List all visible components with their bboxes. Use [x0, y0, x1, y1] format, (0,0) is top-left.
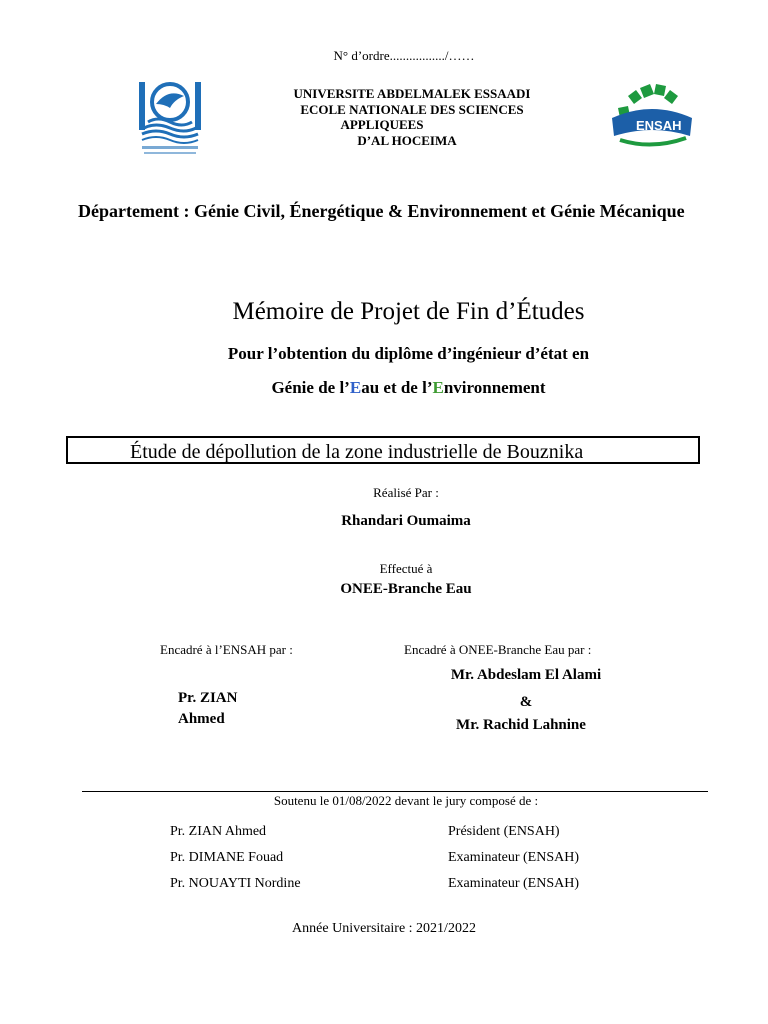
ensah-logo [606, 80, 698, 156]
jury-member-role: Examinateur (ENSAH) [448, 850, 580, 865]
jury-member-name: Pr. DIMANE Fouad [170, 850, 284, 865]
obtention-line: Pour l’obtention du diplôme d’ingénieur d’état en [227, 344, 590, 363]
genie-part3: nvironnement [443, 378, 546, 397]
university-header [262, 86, 562, 148]
author-name: Rhandari Oumaima [341, 513, 471, 529]
genie-e-blue: E [349, 378, 362, 397]
school-name-line2: APPLIQUEES [340, 117, 424, 132]
genie-e-green: E [432, 378, 444, 397]
diploma-field [0, 378, 768, 398]
project-title: Étude de dépollution de la zone industrielle de Bouznika [130, 441, 584, 463]
onee-supervisor-label: Encadré à ONEE-Branche Eau par : [404, 642, 592, 657]
onee-supervisor-1: Mr. Abdeslam El Alami [450, 667, 602, 683]
ensah-logo-text: ENSAH [636, 118, 682, 133]
memoire-title: Mémoire de Projet de Fin d’Études [232, 298, 585, 325]
supervisor-ampersand: & [519, 694, 533, 710]
jury-member-name: Pr. NOUAYTI Nordine [170, 876, 301, 891]
genie-part2: au et de l’ [361, 378, 433, 397]
project-title-box [66, 436, 700, 464]
ensah-supervisor-label: Encadré à l’ENSAH par : [160, 642, 293, 657]
ensah-supervisor-name-line1: Pr. ZIAN [178, 690, 238, 706]
school-name-line1: ECOLE NATIONALE DES SCIENCES [300, 101, 524, 117]
jury-member-name: Pr. ZIAN Ahmed [170, 824, 267, 839]
onee-supervisor-2: Mr. Rachid Lahnine [456, 717, 586, 733]
jury-intro: Soutenu le 01/08/2022 devant le jury composé de : [273, 793, 539, 808]
school-name-line3: D’AL HOCEIMA [357, 132, 457, 148]
uae-logo [134, 78, 206, 162]
divider [82, 791, 708, 792]
jury-member-role: Président (ENSAH) [448, 824, 560, 839]
organisme-name: ONEE-Branche Eau [340, 581, 472, 597]
effectue-label: Effectué à [379, 561, 433, 576]
realise-label: Réalisé Par : [373, 485, 439, 500]
university-name: UNIVERSITE ABDELMALEK ESSAADI [293, 86, 531, 101]
jury-member-role: Examinateur (ENSAH) [448, 876, 580, 891]
department: Département : Génie Civil, Énergétique & Environnement et Génie Mécanique [78, 201, 685, 221]
genie-part1: Génie de l’ [271, 378, 350, 397]
ordre-number: N° d’ordre................./…… [333, 48, 475, 63]
academic-year: Année Universitaire : 2021/2022 [292, 921, 476, 936]
ensah-supervisor-name-line2: Ahmed [178, 711, 225, 727]
